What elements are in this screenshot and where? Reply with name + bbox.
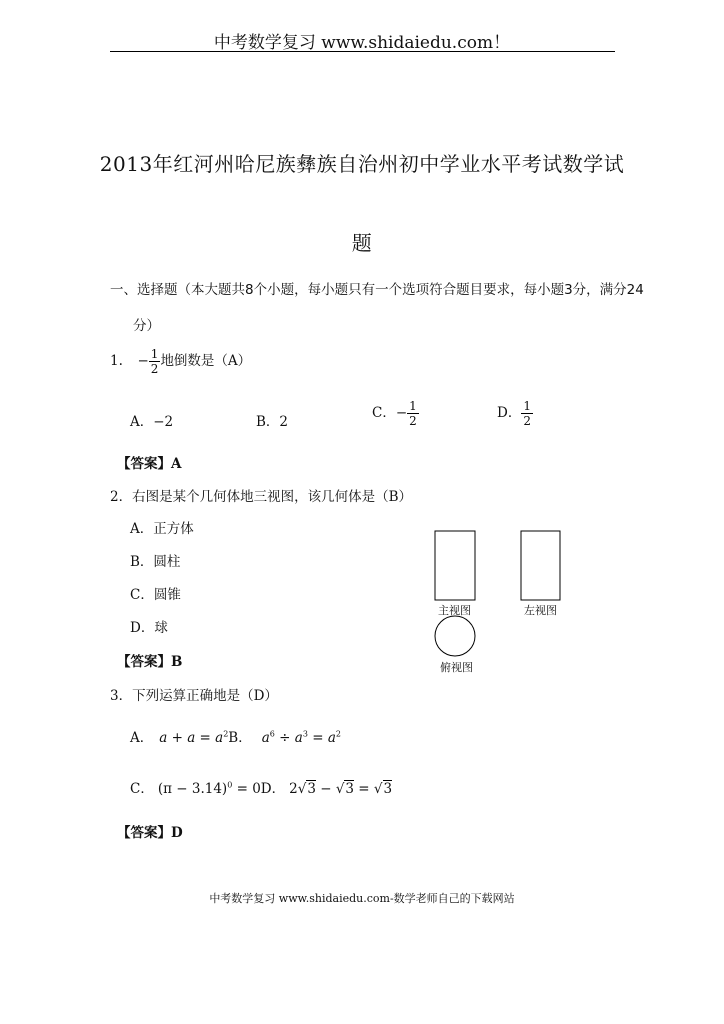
document-title-line2: 题	[351, 231, 373, 255]
radicand: 3	[307, 781, 316, 797]
math-expression: = 0	[232, 781, 261, 797]
math-base: a	[327, 730, 336, 746]
page-header: 中考数学复习 www.shidaiedu.com！	[213, 33, 511, 53]
top-view-circle	[435, 616, 475, 656]
page-footer: 中考数学复习 www.shidaiedu.com-数学老师自己的下载网站	[209, 892, 515, 905]
math-base: a	[294, 730, 303, 746]
question-text: 地倒数是（A）	[160, 353, 252, 369]
front-view-caption: 主视图	[438, 604, 471, 617]
left-view-caption: 左视图	[524, 604, 557, 617]
math-coefficient: 2	[289, 781, 298, 797]
left-view-rectangle	[521, 531, 560, 600]
option-label: D．	[260, 781, 286, 797]
section-heading: 一、选择题（本大题共8个小题，每小题只有一个选项符合题目要求，每小题3分，满分24	[110, 282, 644, 298]
option-label: C．	[130, 781, 154, 797]
option-label: C．	[372, 405, 396, 421]
radicand: 3	[383, 781, 393, 797]
math-expression: a + a = a	[159, 730, 224, 746]
section-heading-cont: 分）	[133, 318, 160, 334]
option-label: A．	[130, 730, 154, 746]
fraction-numerator: 1	[523, 399, 531, 413]
fraction-denominator: 2	[150, 362, 159, 376]
q2-option-d: D．球	[130, 620, 168, 636]
exponent: 6	[269, 729, 275, 739]
q2-option-b: B．圆柱	[130, 554, 181, 570]
fraction-denominator: 2	[409, 414, 417, 428]
math-expression: (π − 3.14)	[157, 781, 228, 797]
q3-option-ab	[130, 726, 341, 746]
math-operator: =	[354, 781, 374, 797]
q3-option-cd	[130, 777, 392, 797]
fraction-one-half	[521, 399, 533, 428]
q1-option-b: B．2	[256, 414, 289, 430]
question-3-stem: 3．下列运算正确地是（D）	[110, 688, 278, 704]
question-number: 1.	[110, 353, 123, 369]
minus-sign: −	[137, 353, 149, 369]
exponent: 2	[223, 729, 229, 739]
sqrt-icon: √	[335, 781, 345, 797]
document-title-line1: 2013年红河州哈尼族彝族自治州初中学业水平考试数学试	[99, 152, 625, 176]
math-operator: ÷	[274, 730, 295, 746]
q2-answer: 【答案】B	[117, 654, 183, 670]
fraction-one-half	[407, 399, 419, 428]
q1-option-a: A．−2	[130, 414, 174, 430]
minus-sign: −	[395, 405, 408, 421]
top-view-caption: 俯视图	[440, 661, 473, 674]
three-view-figure	[425, 525, 575, 675]
q1-answer: 【答案】A	[117, 456, 182, 472]
math-operator: =	[307, 730, 328, 746]
option-label: D．	[497, 405, 522, 421]
math-base: a	[261, 730, 270, 746]
front-view-rectangle	[435, 531, 475, 600]
q2-option-a: A．正方体	[130, 521, 194, 537]
option-label: B．	[228, 730, 252, 746]
q3-answer: 【答案】D	[117, 825, 183, 841]
q1-option-d	[497, 399, 533, 428]
sqrt-icon: √	[373, 781, 383, 797]
sqrt-icon: √	[297, 781, 307, 797]
fraction-numerator: 1	[409, 399, 417, 413]
exponent: 3	[302, 729, 308, 739]
q2-option-c: C．圆锥	[130, 587, 181, 603]
math-operator: −	[315, 781, 336, 797]
fraction-numerator: 1	[150, 347, 159, 361]
exponent: 0	[227, 780, 233, 790]
question-1-stem	[110, 347, 251, 376]
q1-option-c	[372, 399, 419, 428]
header-divider	[110, 51, 615, 52]
question-2-stem: 2．右图是某个几何体地三视图，该几何体是（B）	[110, 489, 413, 505]
fraction-denominator: 2	[523, 414, 531, 428]
exponent: 2	[335, 729, 341, 739]
fraction-one-half	[149, 347, 161, 376]
radicand: 3	[345, 781, 355, 797]
